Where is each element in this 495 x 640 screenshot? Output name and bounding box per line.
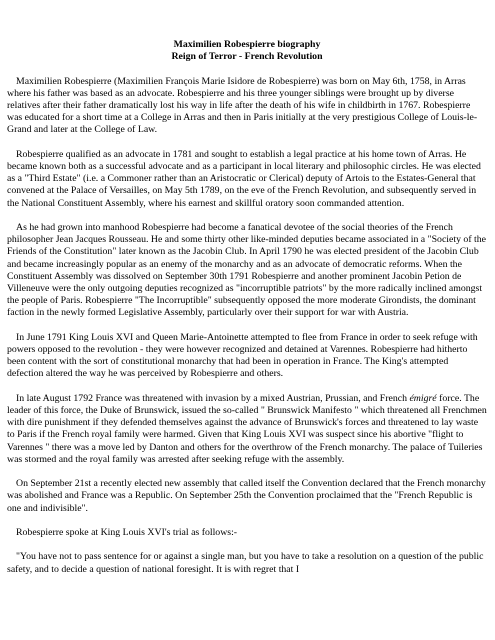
p5-emphasis: émigré [409, 392, 437, 404]
paragraph-brunswick-manifesto [7, 393, 487, 466]
title-line-1: Maximilien Robespierre biography [173, 39, 321, 50]
paragraph-varennes: In June 1791 King Louis XVI and Queen Marie-Antoinette attempted to flee from France in order to seek refuge with powers opposed to the revolution - they were however recognized and detained at Varennes. Robespierre had hitherto been content with the sort of constitutional monarchy that had been in operation in France. The King's attempted defection altered the way he was perceived by Robespierre and others. [7, 331, 478, 380]
p5-before: In late August 1792 France was threatened with invasion by a mixed Austrian, Prussian, and French [16, 392, 410, 404]
paragraph-republic: On September 21st a recently elected new assembly that called itself the Convention declared that the French monarchy was abolished and France was a Republic. On September 25th the Convention proclaimed that the "French Republic is one and indivisible". [7, 478, 486, 514]
paragraph-early-life: Maximilien Robespierre (Maximilien François Marie Isidore de Robespierre) was born on May 6th, 1758, in Arras where his father was based as an advocate. Robespierre and his three younger siblings were brought up by diverse relatives after their father dramatically lost his way in life after the death of his wife in childbirth in 1767. Robespierre was educated for a short time at a College in Arras and then in Paris initially at the very prestigious College of Louis-le-Grand and later at the College of Law. [7, 75, 478, 136]
paragraph-trial-quote: "You have not to pass sentence for or against a single man, but you have to take a resolution on a question of the public safety, and to decide a question of national foresight. It is with regret that I [7, 551, 484, 575]
paragraph-trial-intro: Robespierre spoke at King Louis XVI's trial as follows:- [16, 527, 238, 539]
document-body [7, 39, 487, 576]
document-title [7, 39, 487, 63]
p5-after: force. The leader of this force, the Duke of Brunswick, issued the so-called " Brunswick Manifesto " which threatened all Frenchmen with dire punishment if they defended themselves against the advance of Brunswick's forces and threatened to lay waste to Paris if the French royal family were harmed. Given that King Louis XVI was suspect since his abortive "flight to Varennes " there was a move led by Danton and others for the overthrow of the French monarchy. The palace of Tuileries was stormed and the royal family was arrested after seeking refuge with the assembly. [7, 392, 487, 465]
paragraph-jacobin-club: As he had grown into manhood Robespierre had become a fanatical devotee of the social theories of the French philosopher Jean Jacques Rousseau. He and some thirty other like-minded deputies became associated in a "Society of the Friends of the Constitution" later known as the Jacobin Club. In April 1790 he was elected president of the Jacobin Club and became increasingly popular as an enemy of the monarchy and as an advocate of democratic reforms. When the Constituent Assembly was dissolved on September 30th 1791 Robespierre and another prominent Jacobin Petion de Villeneuve were the only outgoing deputies recognized as "incorruptible patriots" by the more radically inclined amongst the people of Paris. Robespierre "The Incorruptible" subsequently opposed the more moderate Girondists, the dominant faction in the newly formed Legislative Assembly, particularly over their support for war with Austria. [7, 222, 487, 319]
title-line-2: Reign of Terror - French Revolution [171, 51, 323, 63]
paragraph-advocate: Robespierre qualified as an advocate in 1781 and sought to establish a legal practice at his home town of Arras. He became known both as a successful advocate and as a participant in local literary and philosophic circles. He was elected as a "Third Estate" (i.e. a Commoner rather than an Aristocratic or Clerical) deputy of Artois to the Estates-General that convened at the Palace of Versailles, on May 5th 1789, on the eve of the French Revolution, and subsequently served in the National Constituent Assembly, where his earnest and skillful oratory soon commanded attention. [7, 148, 481, 209]
